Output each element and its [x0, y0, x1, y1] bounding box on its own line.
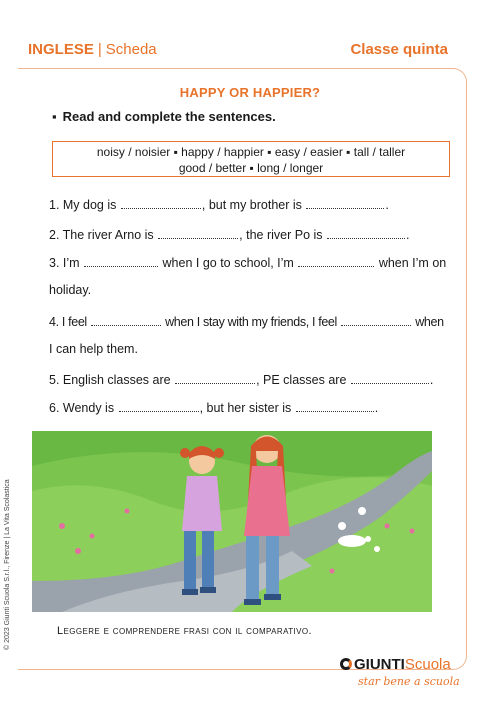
sentence-text: , but her sister is [199, 401, 292, 415]
sentence-text: , PE classes are [256, 373, 347, 387]
bullet-icon: ▪ [52, 109, 57, 124]
giunti-logo-icon [340, 658, 352, 670]
instruction-text: Read and complete the sentences. [62, 109, 276, 124]
sentence-6 [49, 399, 378, 415]
blank-field[interactable] [175, 371, 255, 384]
brand-scuola: Scuola [404, 656, 451, 673]
sentence-4 [49, 313, 444, 329]
word-box [52, 141, 450, 177]
word-box-line-1: noisy / noisier ▪ happy / happier ▪ easy / easier ▪ tall / taller [96, 145, 406, 159]
sentence-text: . [429, 373, 434, 387]
blank-field[interactable] [121, 196, 201, 209]
sentence-3-continued: holiday. [49, 283, 92, 297]
brand-giunti: GIUNTI [354, 656, 405, 673]
blank-field[interactable] [158, 226, 238, 239]
sentence-text: , but my brother is [201, 198, 302, 212]
sentence-2 [49, 226, 410, 242]
illustration-girls-walking [32, 431, 432, 612]
publisher-logo [340, 656, 451, 673]
word-box-line-2: good / better ▪ long / longer [178, 161, 324, 175]
sentence-text: 2. The river Arno is [49, 228, 154, 242]
sentence-text: when [415, 315, 444, 329]
sentence-text: when I stay with my friends, I feel [165, 315, 337, 329]
blank-field[interactable] [119, 399, 199, 412]
sentence-1 [49, 196, 389, 212]
sentence-text: 4. I feel [49, 315, 87, 329]
blank-field[interactable] [298, 254, 374, 267]
blank-field[interactable] [351, 371, 429, 384]
sentence-text: 3. I’m [49, 256, 80, 270]
brand-tagline: star bene a scuola [358, 675, 460, 688]
sentence-text: when I’m on [378, 256, 447, 270]
blank-field[interactable] [306, 196, 384, 209]
blank-field[interactable] [84, 254, 158, 267]
blank-field[interactable] [296, 399, 374, 412]
copyright-credit: © 2023 Giunti Scuola S.r.l., Firenze | La Vita Scolastica [4, 479, 11, 650]
instruction [52, 109, 276, 124]
sentence-text: 6. Wendy is [49, 401, 115, 415]
page-title: HAPPY OR HAPPIER? [179, 85, 321, 100]
sentence-text: 1. My dog is [49, 198, 117, 212]
sentence-text: when I go to school, I’m [162, 256, 294, 270]
grade-label: Classe quinta [350, 41, 448, 58]
sentence-text: , the river Po is [239, 228, 323, 242]
blank-field[interactable] [327, 226, 405, 239]
header-subject [28, 41, 157, 58]
blank-field[interactable] [91, 313, 161, 326]
sentence-text: . [374, 401, 379, 415]
sentence-3 [49, 254, 446, 270]
sheet-type-label: Scheda [105, 41, 157, 58]
sentence-text: . [406, 228, 410, 242]
header-separator: | [97, 41, 102, 58]
blank-field[interactable] [341, 313, 411, 326]
sentence-4-continued: I can help them. [49, 342, 138, 356]
sentence-5 [49, 371, 433, 387]
illustration-image [32, 431, 432, 612]
sentence-text: . [385, 198, 389, 212]
sentence-text: 5. English classes are [49, 373, 171, 387]
caption: Leggere e comprendere frasi con il comparativo. [57, 625, 312, 637]
subject-label: INGLESE [28, 41, 94, 58]
